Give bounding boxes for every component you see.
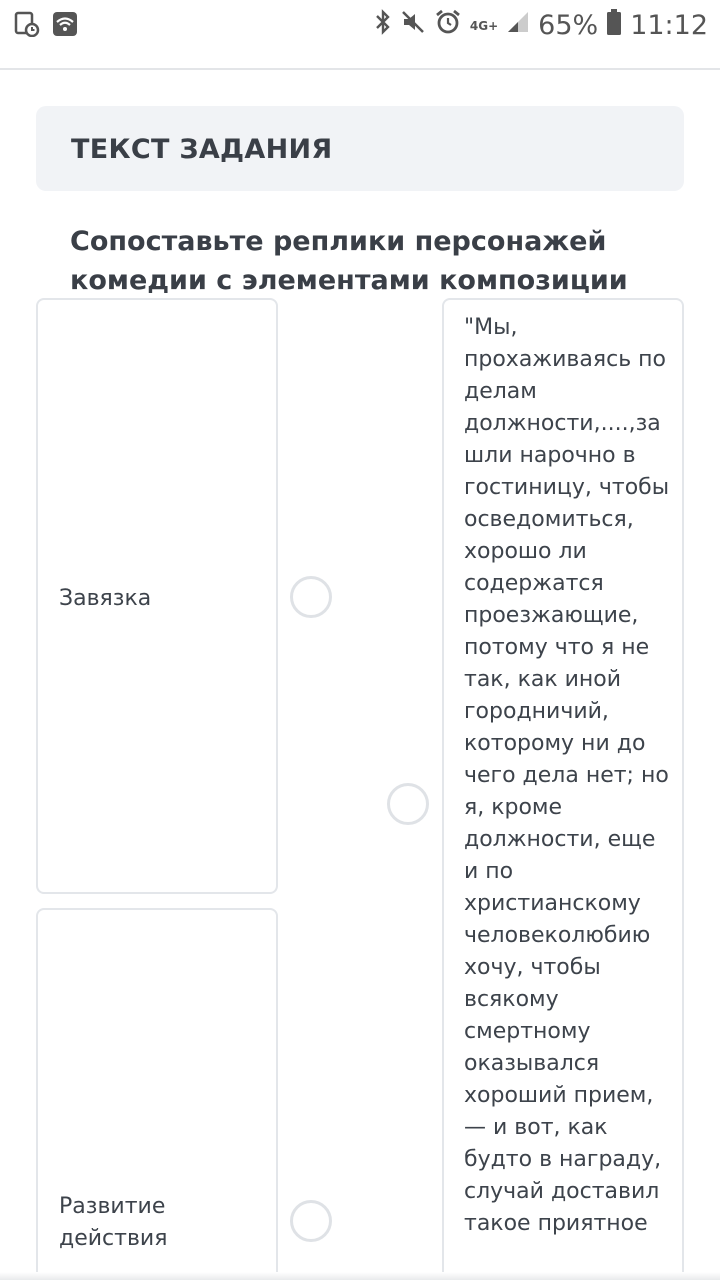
task-instruction: Сопоставьте реплики персонажей комедии с элементами композиции bbox=[70, 226, 628, 296]
left-match-radio[interactable] bbox=[290, 1200, 332, 1242]
status-bar bbox=[0, 0, 720, 50]
left-item-label: Завязка bbox=[59, 586, 152, 611]
task-header-title: ТЕКСТ ЗАДАНИЯ bbox=[71, 134, 333, 165]
bluetooth-icon bbox=[374, 8, 392, 43]
bottom-nav-shadow bbox=[0, 1272, 720, 1280]
task-header bbox=[36, 106, 684, 191]
header-divider bbox=[0, 68, 720, 70]
left-item-card[interactable] bbox=[36, 908, 278, 1280]
battery-icon bbox=[606, 8, 622, 43]
right-item-card[interactable] bbox=[442, 298, 684, 1280]
left-item-label: Развитие действия bbox=[59, 1194, 168, 1251]
right-match-radio[interactable] bbox=[387, 783, 429, 825]
alarm-icon bbox=[434, 8, 462, 43]
screenshot-icon bbox=[14, 11, 40, 41]
left-match-radio[interactable] bbox=[290, 576, 332, 618]
signal-icon bbox=[506, 10, 530, 41]
left-item-card[interactable] bbox=[36, 298, 278, 894]
battery-percent: 65% bbox=[538, 10, 599, 41]
network-type: 4G+ bbox=[469, 18, 499, 33]
clock: 11:12 bbox=[630, 10, 708, 41]
wifi-icon bbox=[52, 11, 78, 41]
right-item-quote: "Мы, прохаживаясь по делам должности,....,зашли нарочно в гостиницу, чтобы осведомиться, хорошо ли содержатся проезжающие, потому что я не так, как иной городничий, которому ни до чего дела нет; но я, кроме должности, еще и по христианскому человеколюбию хочу, чтобы всякому смертному оказывался хороший прием, — и вот, как будто в награду, случай доставил такое приятное bbox=[464, 315, 670, 1236]
mute-icon bbox=[400, 9, 426, 42]
